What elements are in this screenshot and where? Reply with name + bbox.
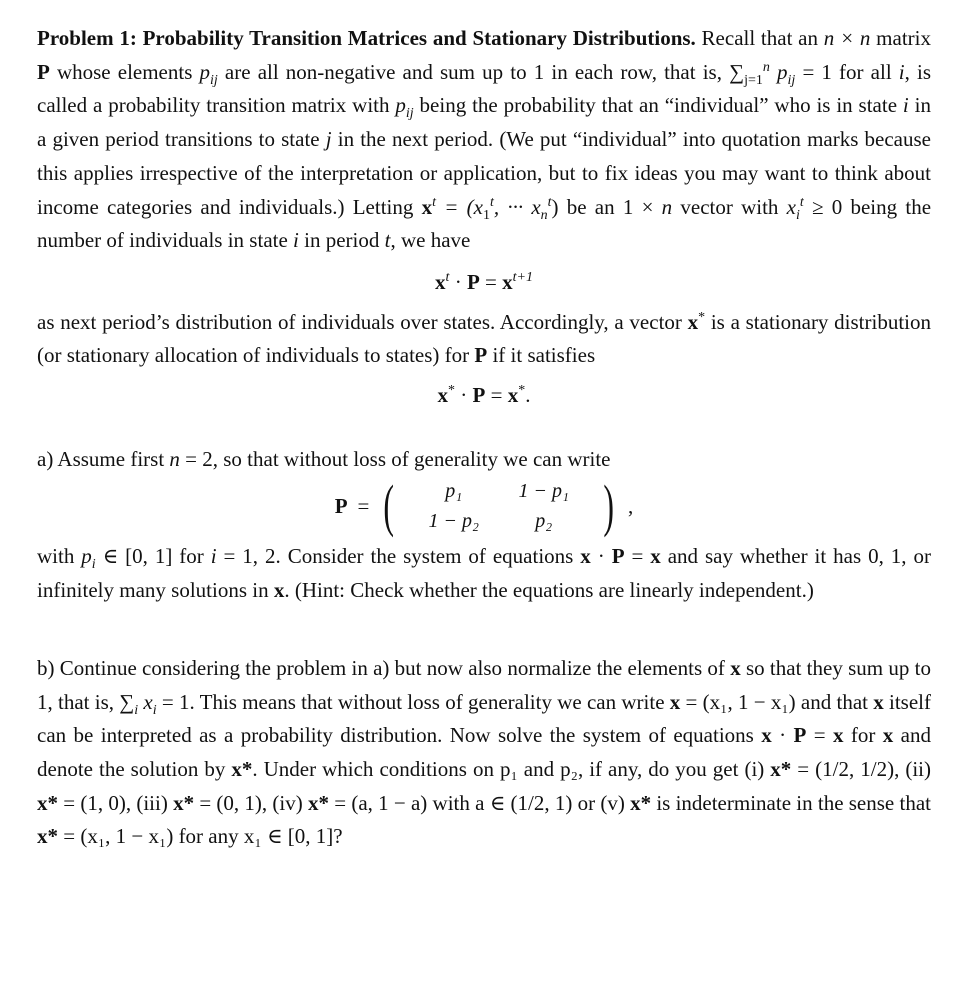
text-run: . (Hint: Check whether the equations are linearly independent.) [284, 578, 814, 603]
equation-stationary [37, 379, 931, 413]
text-run: = (0, 1), (iv) [194, 790, 308, 815]
text-run: b) Continue considering the problem in a) but now also normalize the elements of [37, 655, 731, 680]
math-op: = [806, 723, 833, 748]
math-run: n [169, 446, 180, 471]
matrix-equation [37, 473, 931, 539]
text-run: being the probability that an “individual” who is in state [413, 93, 903, 118]
math-run: i [210, 544, 217, 569]
text-run: = 2, so that without loss of generality we can write [179, 446, 611, 471]
math-run: t [384, 228, 391, 253]
matrix-cell: p₁ [445, 479, 463, 502]
part-a-intro [37, 443, 931, 477]
text-run: a) Assume first [37, 446, 170, 471]
math-sub: i [91, 557, 96, 573]
math-run: p [395, 93, 406, 118]
text-run: is indeterminate in the sense that [651, 790, 931, 815]
math-run: p [199, 59, 211, 84]
math-sup: t [799, 194, 804, 210]
part-a-question [37, 540, 931, 607]
problem-document [37, 22, 931, 854]
math-bold: x [687, 309, 699, 334]
math-run: n × n [823, 26, 871, 50]
text-run: with [37, 544, 82, 569]
text-run: so that they sum up to 1, that is, ∑ [37, 655, 931, 714]
math-sup: * [698, 309, 706, 325]
math-sub: 1 [482, 207, 490, 223]
math-bold: x [833, 723, 844, 748]
math-op: · [771, 723, 794, 748]
math-bold: x [730, 655, 741, 680]
math-op: = [357, 493, 370, 518]
math-bold: x [761, 723, 772, 748]
math-bold: P [611, 544, 625, 569]
matrix-name: P [334, 493, 348, 518]
text-run: = 1. This means that without loss of generality we can write [156, 689, 670, 714]
math-op: , [628, 493, 634, 518]
math-sup: * [448, 383, 456, 399]
math-bold: x [435, 269, 446, 294]
text-run: whose elements [49, 59, 200, 84]
math-bold: x* [173, 790, 195, 815]
text-run: = (x₁, 1 − x₁) and that [680, 689, 874, 714]
matrix-cell: 1 − p₁ [518, 479, 569, 502]
math-bold: P [472, 383, 486, 408]
text-run: , is called a probability transition matrix with [37, 59, 932, 118]
math-op: = [479, 269, 503, 294]
math-sub: n [540, 207, 548, 223]
text-run: as next period’s distribution of individuals over states. Accordingly, a vector [37, 309, 688, 334]
text-run: for [843, 723, 883, 748]
math-run: p [81, 544, 92, 569]
math-run: x [786, 194, 796, 219]
math-bold: P [793, 723, 807, 748]
math-run: p [769, 59, 788, 84]
math-sup: t [547, 194, 552, 210]
math-sub: j=1 [744, 72, 763, 88]
math-op: · [455, 383, 473, 408]
math-bold: x [669, 689, 681, 714]
equation-transition [37, 266, 931, 300]
math-bold: x [437, 383, 449, 408]
stationary-paragraph [37, 306, 931, 373]
math-bold: x* [231, 756, 253, 781]
math-bold: x [507, 383, 519, 408]
text-run: in the next period. (We put “individual” into quotation marks because this applies irrespective of the interpretation or application, but to fix ideas you may want to think about income categories and individuals.) Letting [37, 127, 931, 219]
text-run: = (1/2, 1/2), (ii) [791, 756, 931, 781]
math-bold: x [650, 544, 661, 569]
text-run: in period [298, 228, 385, 253]
text-run: matrix [870, 26, 931, 50]
text-run: and denote the solution by [37, 723, 931, 781]
math-bold: x* [37, 790, 58, 815]
text-run: , we have [390, 228, 471, 253]
math-run: i [293, 228, 299, 253]
math-sub: i [152, 702, 157, 718]
text-run: = (a, 1 − a) with a ∈ (1/2, 1) or (v) [328, 790, 631, 815]
left-paren: ( [383, 473, 395, 539]
math-sup: t [489, 194, 494, 210]
math-bold: x [873, 689, 884, 714]
math-sup: t [432, 194, 437, 210]
math-op: = [624, 544, 651, 569]
math-bold: P [37, 59, 50, 84]
math-run: = (x [436, 194, 483, 219]
math-bold: P [466, 269, 480, 294]
math-sup: * [518, 383, 526, 399]
math-bold: x [580, 544, 591, 569]
text-run: vector with [672, 194, 787, 219]
math-run: j [325, 127, 332, 152]
right-paren: ) [603, 473, 614, 539]
text-run: = (1, 0), (iii) [58, 790, 174, 815]
math-bold: x [882, 723, 894, 748]
math-op: . [525, 383, 531, 408]
text-run: is a stationary distribution (or stationary allocation of individuals to states) for [37, 309, 931, 368]
math-sub: ij [405, 106, 414, 122]
math-bold: x* [307, 790, 329, 815]
text-run: Recall that an [701, 26, 824, 50]
text-run: = 1, 2. Consider the system of equations [216, 544, 581, 569]
part-b-question [37, 652, 931, 854]
math-sub: i [795, 207, 800, 223]
math-run: i [902, 93, 909, 118]
text-run: ≥ 0 being the number of individuals in state [37, 194, 932, 253]
math-bold: P [474, 343, 488, 368]
text-run: are all non-negative and sum up to 1 in each row, that is, [217, 59, 730, 84]
math-sub: ij [787, 72, 796, 88]
math-bold: x* [37, 824, 58, 849]
text-run: in a given period transitions to state [37, 93, 931, 152]
math-run: , ··· x [493, 194, 541, 219]
problem-title: Problem 1: Probability Transition Matrices and Stationary Distributions. [37, 26, 696, 50]
text-run: itself can be interpreted as a probability distribution. Now solve the system of equations [37, 689, 932, 748]
math-op: = [485, 383, 508, 408]
math-run: n [661, 194, 673, 219]
math-sup: n [762, 59, 770, 75]
math-op: · [449, 269, 467, 294]
text-run: if it satisfies [487, 343, 596, 368]
math-bold: x [421, 194, 433, 219]
matrix-grid [409, 476, 589, 536]
text-run: ) be an 1 × [551, 194, 662, 219]
text-run: . Under which conditions on p₁ and p₂, if any, do you get (i) [252, 756, 771, 781]
math-sup: t [445, 269, 450, 285]
math-sup: t+1 [512, 269, 533, 285]
text-run: = (x₁, 1 − x₁) for any x₁ ∈ [0, 1]? [58, 824, 343, 849]
math-run: i [898, 59, 905, 84]
matrix-cell: p₂ [535, 509, 553, 532]
text-run: and say whether it has 0, 1, or infinitely many solutions in [37, 544, 931, 603]
math-op: · [590, 544, 612, 569]
math-sub: ij [210, 72, 218, 88]
sum-symbol: ∑ [729, 59, 745, 84]
intro-paragraph [37, 22, 931, 258]
math-run: x [138, 689, 153, 714]
math-sub: i [134, 702, 139, 718]
matrix-cell: 1 − p₂ [428, 509, 479, 532]
math-bold: x* [770, 756, 792, 781]
text-run: = 1 for all [795, 59, 899, 84]
math-bold: x [502, 269, 513, 294]
text-run: ∈ [0, 1] for [95, 544, 211, 569]
math-bold: x* [630, 790, 652, 815]
math-bold: x [273, 578, 285, 603]
